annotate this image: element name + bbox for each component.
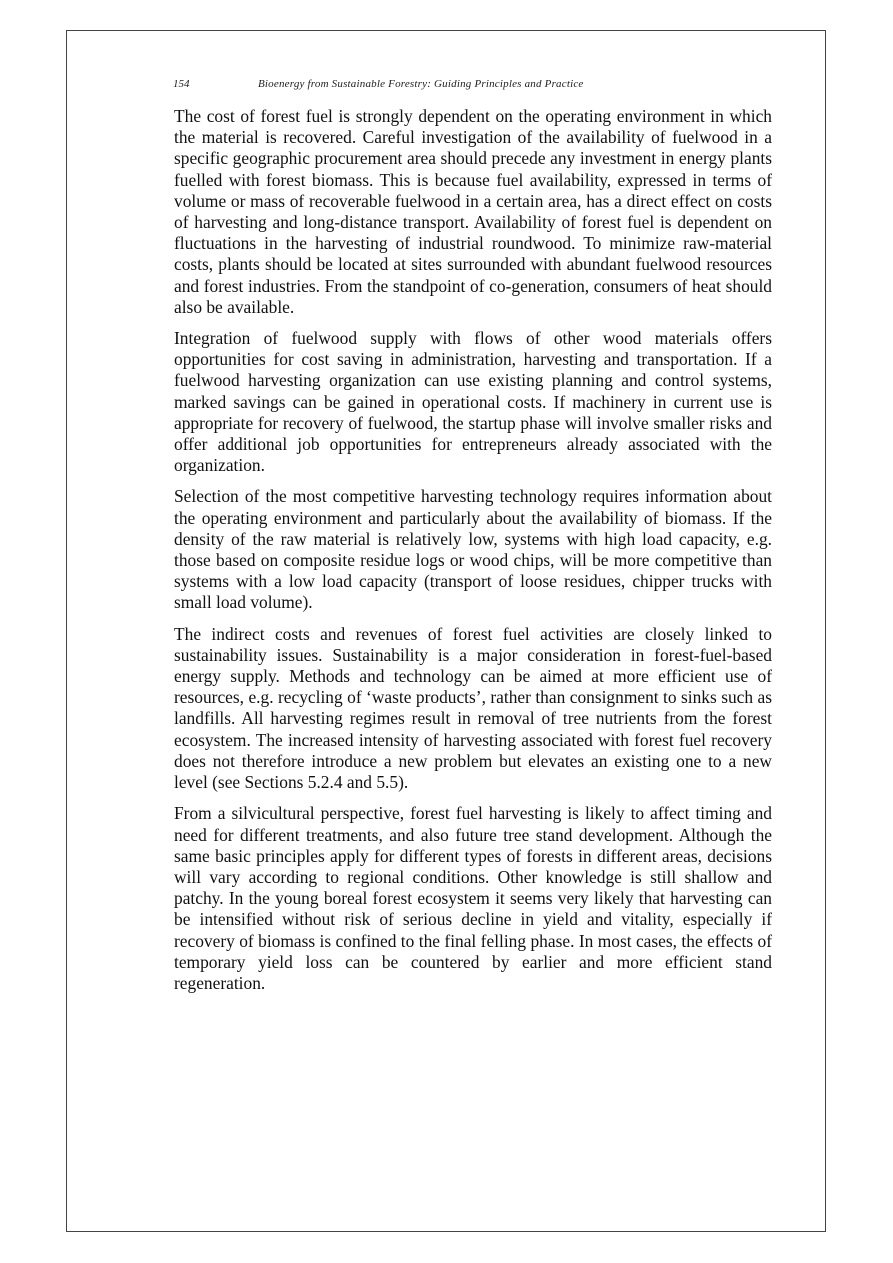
paragraph-forest-fuel-cost: The cost of forest fuel is strongly dependent on the operating environment in which the material is recovered. Careful investigation of the availability of fuelwood in a specific geographic procurement area should precede any investment in energy plants fuelled with forest biomass. This is because fuel availability, expressed in terms of volume or mass of recoverable fuelwood in a certain area, has a direct effect on costs of harvesting and long-distance transport. Availability of forest fuel is dependent on fluctuations in the harvesting of industrial roundwood. To minimize raw-material costs, plants should be located at sites surrounded with abundant fuelwood resources and forest industries. From the standpoint of co-generation, consumers of heat should also be available. (174, 106, 772, 317)
body-text (174, 106, 772, 1004)
paragraph-silvicultural-perspective: From a silvicultural perspective, forest fuel harvesting is likely to affect timing and need for different treatments, and also future tree stand development. Although the same basic principles apply for different types of forests in different areas, decisions will vary according to regional conditions. Other knowledge is still shallow and patchy. In the young boreal forest ecosystem it seems very likely that harvesting can be intensified without risk of serious decline in yield and vitality, especially if recovery of biomass is confined to the final felling phase. In most cases, the effects of temporary yield loss can be countered by earlier and more efficient stand regeneration. (174, 803, 772, 993)
paragraph-fuelwood-integration: Integration of fuelwood supply with flows of other wood materials offers opportunities for cost saving in administration, harvesting and transportation. If a fuelwood harvesting organization can use existing planning and control systems, marked savings can be gained in operational costs. If machinery in current use is appropriate for recovery of fuelwood, the startup phase will involve smaller risks and offer additional job opportunities for entrepreneurs already associated with the organization. (174, 328, 772, 476)
paragraph-indirect-costs: The indirect costs and revenues of forest fuel activities are closely linked to sustainability issues. Sustainability is a major consideration in forest-fuel-based energy supply. Methods and technology can be aimed at more efficient use of resources, e.g. recycling of ‘waste products’, rather than consignment to sinks such as landfills. All harvesting regimes result in removal of tree nutrients from the forest ecosystem. The increased intensity of harvesting associated with forest fuel recovery does not therefore introduce a new problem but elevates an existing one to a new level (see Sections 5.2.4 and 5.5). (174, 623, 772, 793)
book-title: Bioenergy from Sustainable Forestry: Guiding Principles and Practice (258, 78, 584, 90)
running-header (173, 78, 773, 96)
page-number: 154 (173, 78, 190, 90)
paragraph-harvesting-technology: Selection of the most competitive harvesting technology requires information about the operating environment and particularly about the availability of biomass. If the density of the raw material is relatively low, systems with high load capacity, e.g. those based on composite residue logs or wood chips, will be more competitive than systems with a low load capacity (transport of loose residues, chipper trucks with small load volume). (174, 486, 772, 613)
